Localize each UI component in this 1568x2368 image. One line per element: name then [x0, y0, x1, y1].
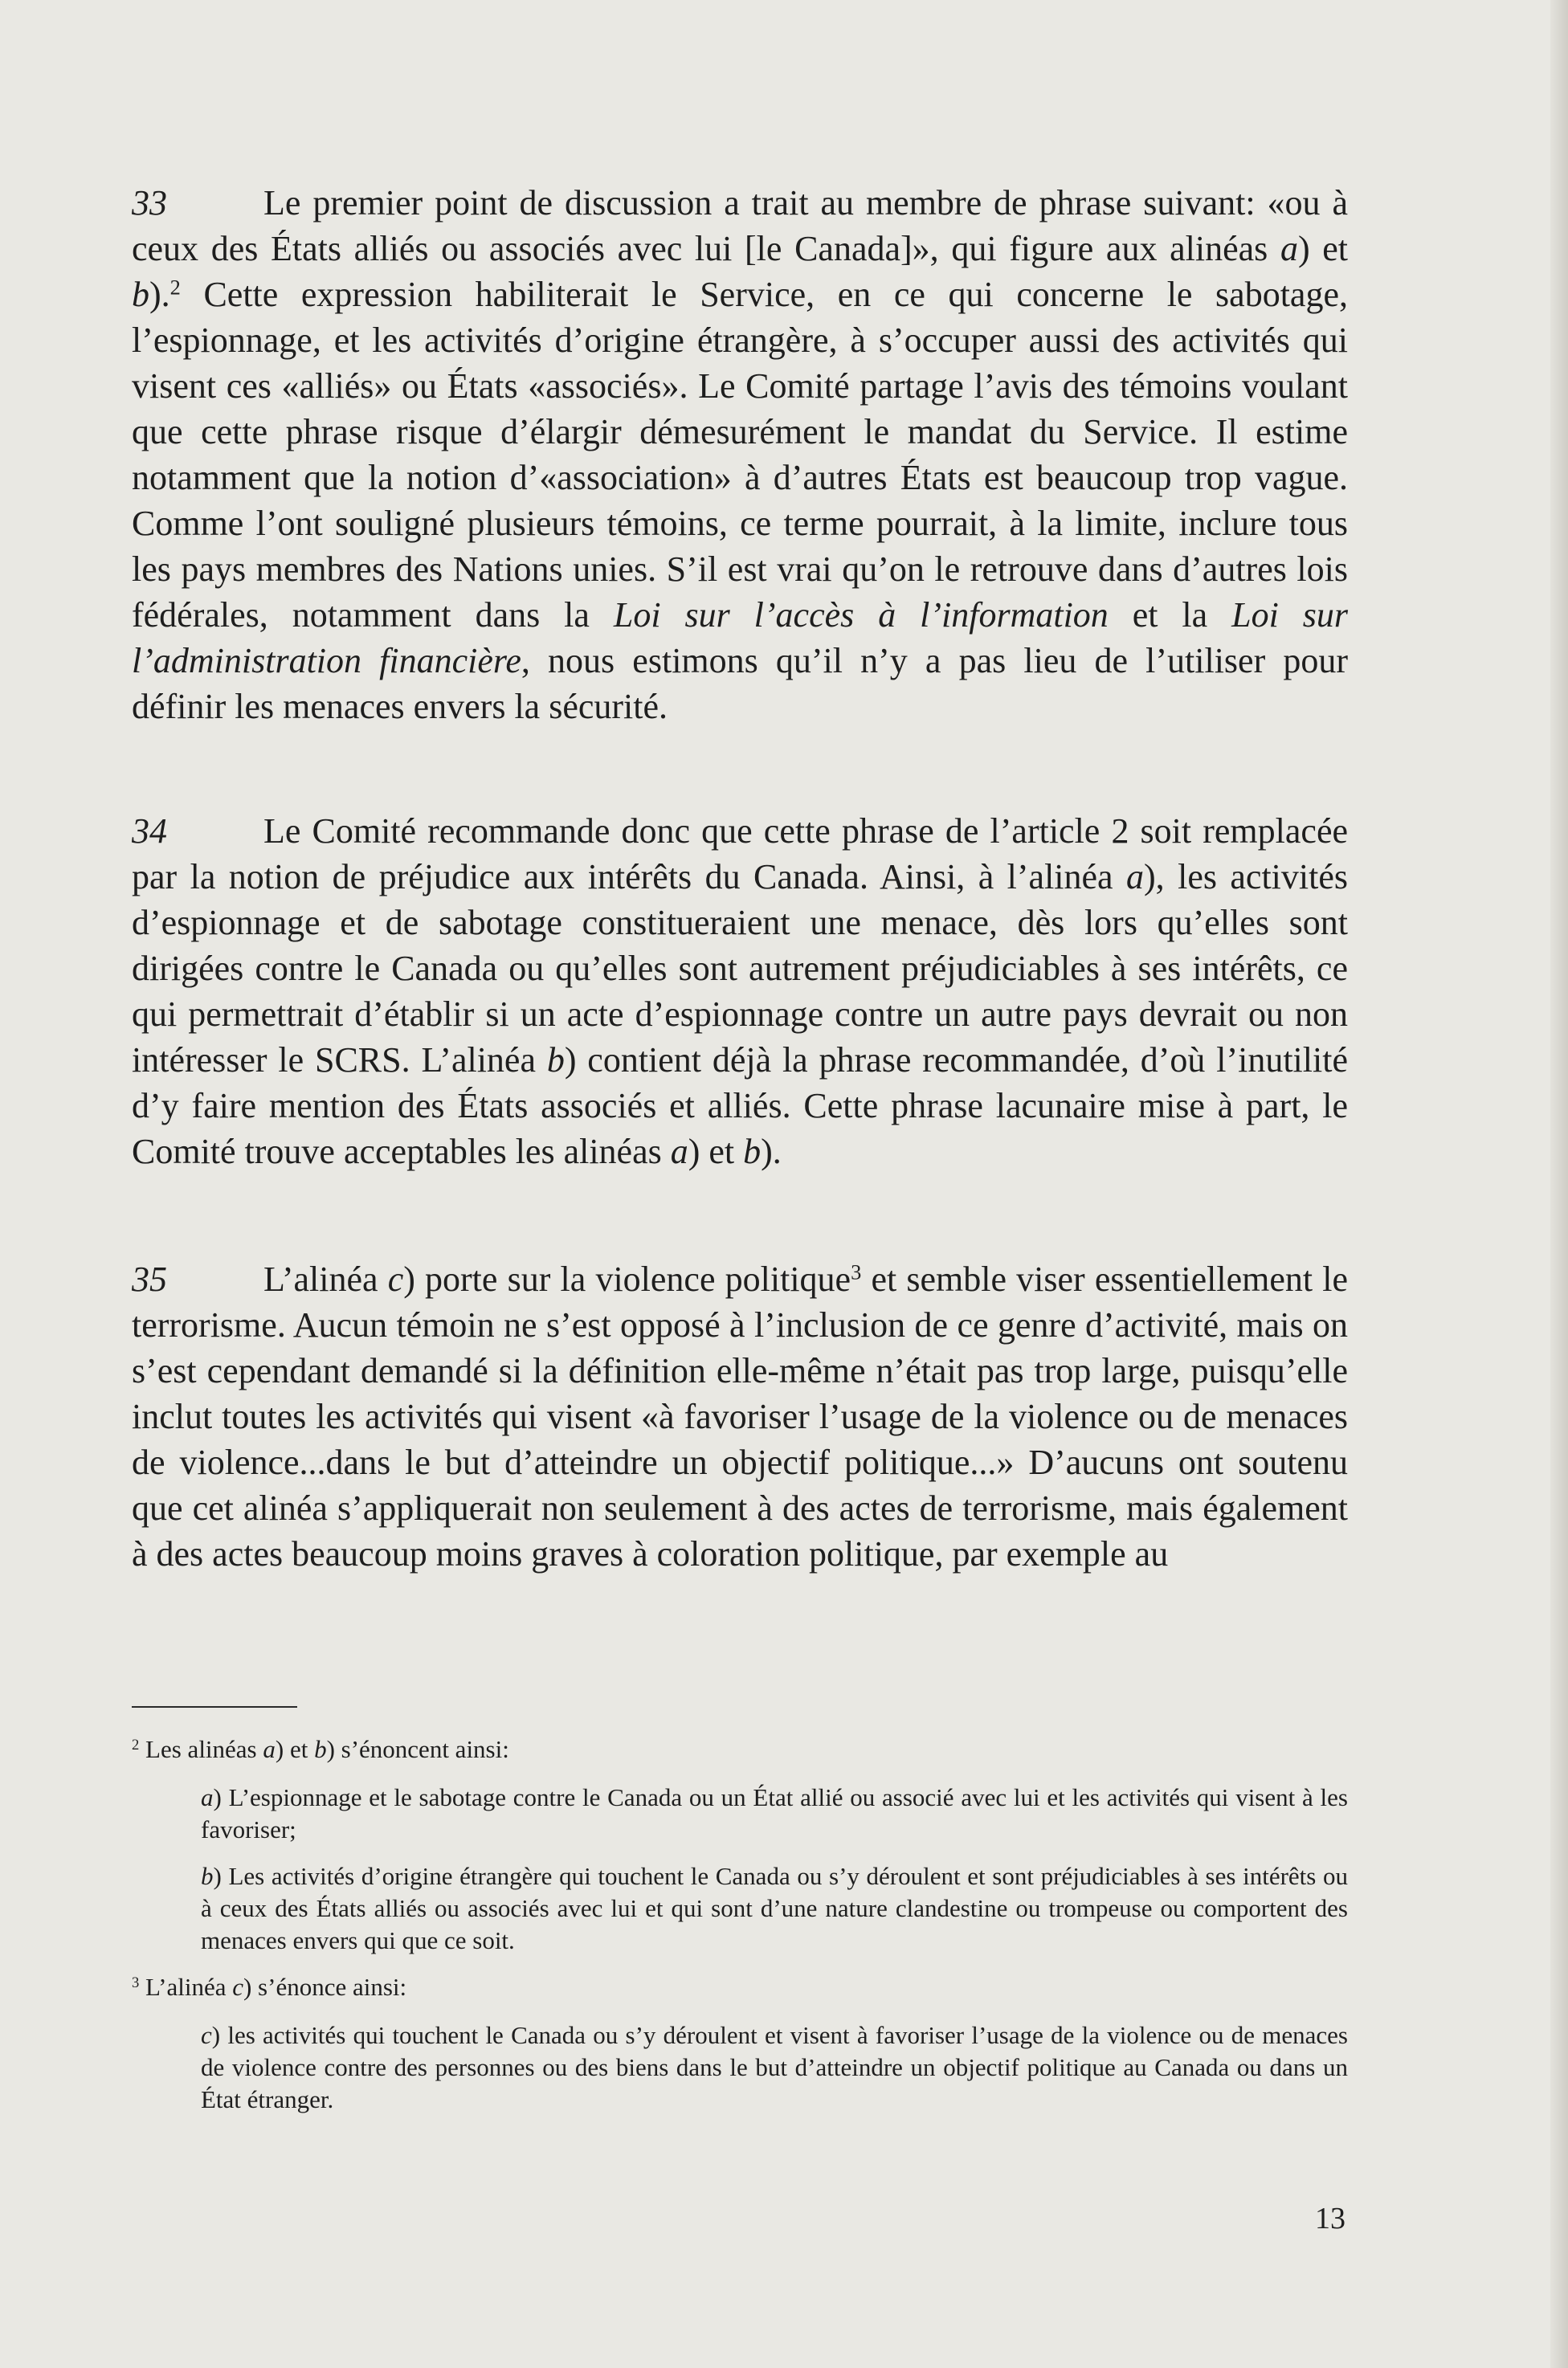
italic-text: b: [132, 275, 149, 314]
text-run: Le premier point de discussion a trait au membre de phrase suivant: «ou à ceux des États alliés ou associés avec lui [le Canada]», qui figure aux alinéas: [132, 183, 1348, 268]
italic-text: b: [546, 1040, 565, 1080]
italic-text: a: [263, 1735, 276, 1763]
text-run: , nous estimons qu’il n’y a pas lieu de l’utiliser pour définir les menaces envers la sécurité.: [132, 641, 1349, 726]
footnote-separator: [132, 1706, 297, 1708]
paragraph-number: 34: [132, 811, 167, 851]
italic-text: c: [201, 2021, 212, 2049]
italic-text: a: [1126, 857, 1145, 896]
text-run: L’alinéa: [263, 1260, 388, 1299]
text-run: Cette expression habiliterait le Service, en ce qui concerne le sabotage, l’espionnage, et les activités d’origine étrangère, à s’occuper aussi des activités qui visent ces «alliés» ou États «associés». Le Comité partage l’avis des témoins voulant que cette phrase risque d’élargir démesurément le mandat du Service. Il estime notamment que la notion d’«association» à d’autres États est beaucoup trop vague. Comme l’ont souligné plusieurs témoins, ce terme pourrait, à la limite, inclure tous les pays membres des Nations unies. S’il est vrai qu’on le retrouve dans d’autres lois fédérales, notamment dans la: [132, 275, 1348, 635]
text-run: ) s’énoncent ainsi:: [326, 1735, 509, 1763]
italic-text: a: [670, 1132, 688, 1171]
paragraph-text: [132, 1260, 1348, 1574]
paragraph-number: 35: [132, 1260, 167, 1299]
text-run: Le Comité recommande donc que cette phrase de l’article 2 soit remplacée par la notion de préjudice aux intérêts du Canada. Ainsi, à l’alinéa: [132, 811, 1348, 896]
italic-text: b: [743, 1132, 762, 1171]
footnote-3-item-c: [201, 2019, 1348, 2116]
footnote-ref: 2: [132, 1736, 140, 1754]
text-run: ).: [149, 275, 170, 314]
text-run: ) et: [1297, 229, 1349, 268]
text-run: et la: [1108, 595, 1232, 635]
text-run: ).: [761, 1132, 782, 1171]
footnote-2-heading: [132, 1733, 1348, 1766]
italic-text: b: [314, 1735, 327, 1763]
text-run: ) et: [688, 1132, 744, 1171]
text-run: ) porte sur la violence politique: [403, 1260, 851, 1299]
paragraph-text: [132, 811, 1348, 1171]
italic-text: Loi sur l’administration financière: [132, 595, 1348, 680]
footnote-ref: 3: [851, 1260, 862, 1284]
text-run: ) et: [275, 1735, 315, 1763]
footnote-2-item-b: [201, 1860, 1348, 1957]
text-run: ), les activités d’espionnage et de sabotage constitueraient une menace, dès lors qu’elles sont dirigées contre le Canada ou qu’elles sont autrement préjudiciables à ses intérêts, ce qui permettrait d’établir si un acte d’espionnage contre un autre pays devrait ou non intéresser le SCRS. L’alinéa: [132, 857, 1348, 1080]
footnote-ref: 3: [132, 1974, 140, 1991]
italic-text: b: [201, 1862, 214, 1890]
paragraph-text: [132, 183, 1348, 726]
text-run: ) les activités qui touchent le Canada ou s’y déroulent et visent à favoriser l’usage de la violence ou de menaces de violence contre des personnes ou des biens dans le but d’atteindre un objectif politique au Canada ou dans un État étranger.: [201, 2021, 1348, 2113]
footnotes: [132, 1733, 1348, 2130]
paragraph-34: [132, 808, 1348, 1174]
paragraph-35: [132, 1256, 1348, 1577]
paragraph-number: 33: [132, 183, 167, 223]
text-run: ) s’énonce ainsi:: [243, 1973, 407, 2001]
text-run: L’alinéa: [139, 1973, 233, 2001]
text-run: ) L’espionnage et le sabotage contre le Canada ou un État allié ou associé avec lui et les activités qui visent à les favoriser;: [201, 1783, 1348, 1843]
footnote-ref: 2: [169, 275, 181, 300]
text-run: ) Les activités d’origine étrangère qui touchent le Canada ou s’y déroulent et sont préjudiciables à ses intérêts ou à ceux des États alliés ou associés avec lui et qui sont d’une nature clandestine ou trompeuse ou comportent des menaces envers qui que ce soit.: [201, 1862, 1348, 1954]
text-run: ) contient déjà la phrase recommandée, d’où l’inutilité d’y faire mention des États associés et alliés. Cette phrase lacunaire mise à part, le Comité trouve acceptables les alinéas: [132, 1040, 1348, 1171]
text-run: Les alinéas: [139, 1735, 263, 1763]
paragraph-33: [132, 180, 1348, 729]
text-run: et semble viser essentiellement le terrorisme. Aucun témoin ne s’est opposé à l’inclusion de ce genre d’activité, mais on s’est cependant demandé si la définition elle-même n’était pas trop large, puisqu’elle inclut toutes les activités qui visent «à favoriser l’usage de la violence ou de menaces de violence...dans le but d’atteindre un objectif politique...» D’aucuns ont soutenu que cet alinéa s’appliquerait non seulement à des actes de terrorisme, mais également à des actes beaucoup moins graves à coloration politique, par exemple au: [132, 1260, 1348, 1574]
italic-text: Loi sur l’accès à l’information: [613, 595, 1109, 635]
italic-text: a: [1280, 229, 1298, 268]
footnote-3-heading: [132, 1971, 1348, 2003]
italic-text: a: [201, 1783, 214, 1811]
italic-text: c: [387, 1260, 404, 1299]
footnote-2-item-a: [201, 1782, 1348, 1846]
italic-text: c: [232, 1973, 243, 2001]
page-edge: [1550, 0, 1568, 2368]
page-number: 13: [1315, 2202, 1345, 2235]
